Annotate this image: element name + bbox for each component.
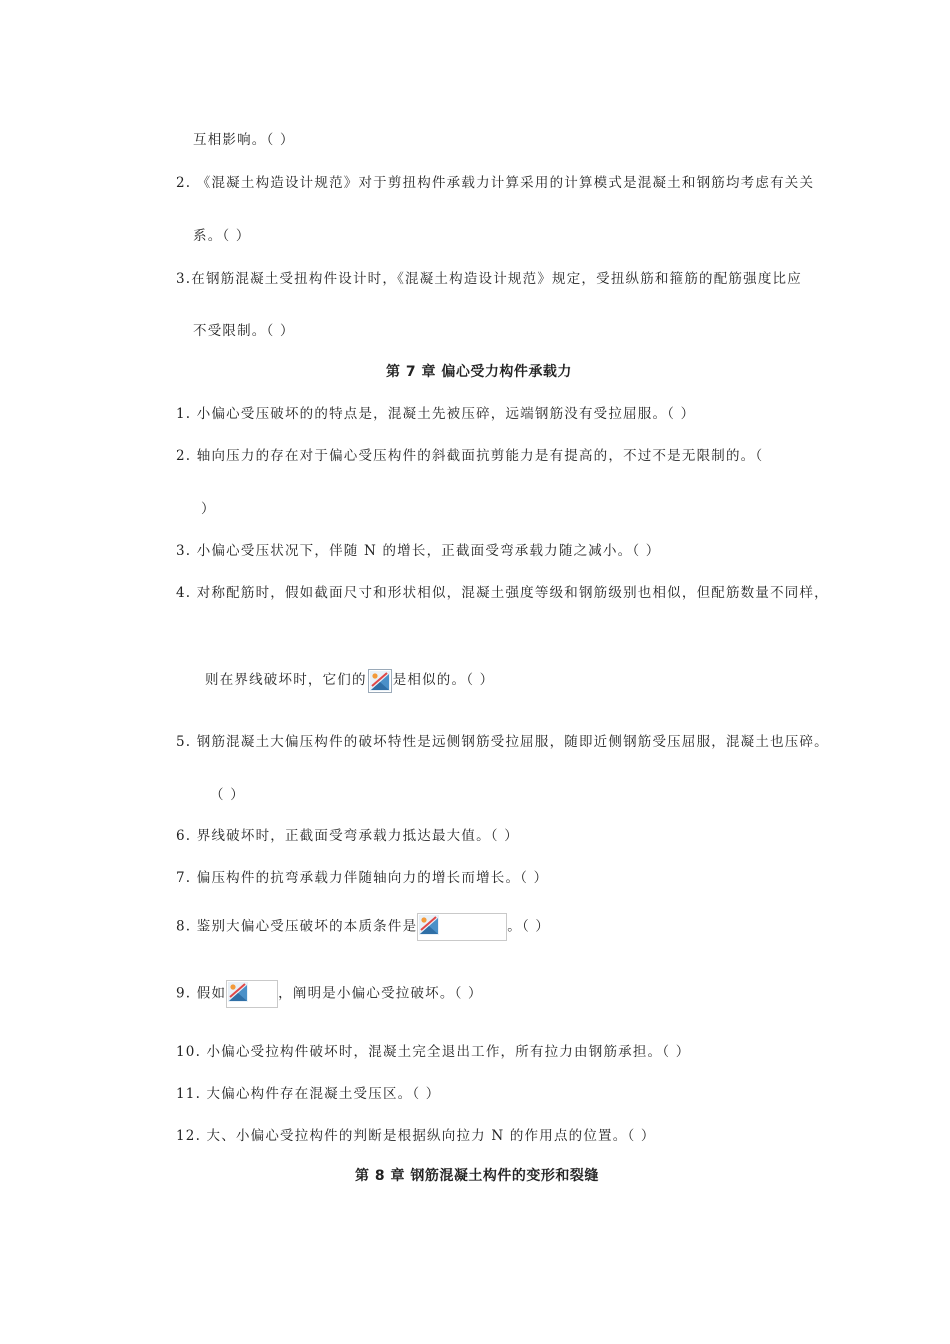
ch7-question-5-line-1: 5. 钢筋混凝土大偏压构件的破坏特性是远侧钢筋受拉屈服，随即近侧钢筋受压屈服，混凝土也压碎。	[176, 734, 829, 750]
ch7-question-10: 10. 小偏心受拉构件破坏时，混凝土完全退出工作，所有拉力由钢筋承担。（ ）	[176, 1044, 691, 1060]
q4-text-after: 是相似的。（ ）	[392, 672, 495, 688]
ch7-question-6: 6. 界线破坏时，正截面受弯承载力抵达最大值。（ ）	[176, 828, 519, 844]
q8-text-after: 。（ ）	[507, 918, 551, 935]
question-2-line-2: 系。（ ）	[193, 228, 251, 244]
chapter-7-heading: 第 7 章 偏心受力构件承载力	[386, 364, 572, 380]
broken-image-icon	[368, 669, 392, 693]
ch7-question-2-line-2: ）	[201, 501, 216, 517]
q4-text-before: 则在界线破坏时，它们的	[205, 672, 367, 688]
image-placeholder-frame	[226, 980, 278, 1008]
ch7-question-1: 1. 小偏心受压破坏的的特点是，混凝土先被压碎，远端钢筋没有受拉屈服。（ ）	[176, 406, 696, 422]
ch7-question-7: 7. 偏压构件的抗弯承载力伴随轴向力的增长而增长。（ ）	[176, 870, 549, 886]
ch7-question-5-line-2: （ ）	[210, 787, 245, 803]
ch7-question-2-line-1: 2. 轴向压力的存在对于偏心受压构件的斜截面抗剪能力是有提高的，不过不是无限制的。（	[176, 448, 764, 464]
question-3-line-2: 不受限制。（ ）	[193, 323, 295, 339]
ch7-question-12: 12. 大、小偏心受拉构件的判断是根据纵向拉力 N 的作用点的位置。（ ）	[176, 1128, 656, 1144]
ch7-question-4-line-1: 4. 对称配筋时，假如截面尺寸和形状相似，混凝土强度等级和钢筋级别也相似，但配筋数量不同样，	[176, 585, 829, 601]
question-2-line-1: 2. 《混凝土构造设计规范》对于剪扭构件承载力计算采用的计算模式是混凝土和钢筋均考虑有关关	[176, 175, 815, 191]
broken-image-icon	[418, 914, 440, 936]
chapter-8-heading: 第 8 章 钢筋混凝土构件的变形和裂缝	[355, 1168, 599, 1184]
ch7-question-9	[176, 980, 483, 1008]
q9-text-before: 9. 假如	[176, 985, 227, 1002]
ch7-question-8	[176, 913, 550, 941]
ch7-question-11: 11. 大偏心构件存在混凝土受压区。（ ）	[176, 1086, 441, 1102]
q9-text-after: ，阐明是小偏心受拉破坏。（ ）	[278, 985, 483, 1002]
broken-image-icon	[227, 981, 249, 1003]
image-placeholder-frame	[417, 913, 507, 941]
question-3-line-1: 3.在钢筋混凝土受扭构件设计时，《混凝土构造设计规范》规定，受扭纵筋和箍筋的配筋强度比应	[176, 271, 802, 287]
ch7-question-4-line-2	[205, 668, 494, 693]
q8-text-before: 8. 鉴别大偏心受压破坏的本质条件是	[176, 918, 418, 935]
ch7-question-3: 3. 小偏心受压状况下，伴随 N 的增长，正截面受弯承载力随之减小。（ ）	[176, 543, 661, 559]
text-line: 互相影响。（ ）	[193, 132, 295, 148]
